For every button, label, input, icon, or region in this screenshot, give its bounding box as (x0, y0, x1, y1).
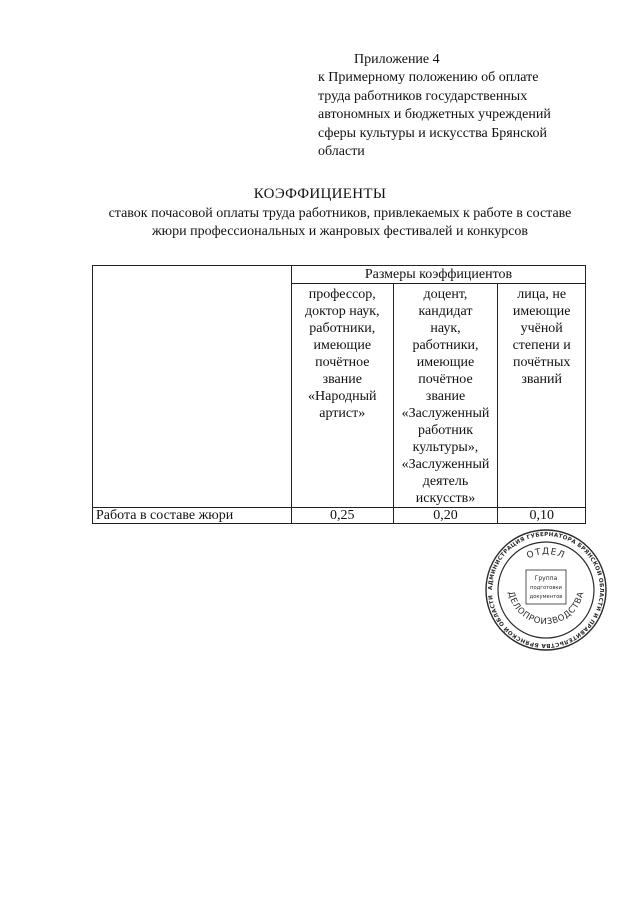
stamp-ring-text: АДМИНИСТРАЦИЯ ГУБЕРНАТОРА БРЯНСКОЙ ОБЛАСТИ И ПРАВИТЕЛЬСТВА БРЯНСКОЙ ОБЛАСТИ (487, 531, 605, 649)
stamp-center-line: подготовки (530, 585, 562, 591)
subtitle-line: жюри профессиональных и жанровых фестивалей и конкурсов (151, 224, 529, 239)
column-header-lines (394, 286, 498, 507)
column-header-line: учёной (520, 321, 563, 336)
column-header-line: кандидат (418, 304, 473, 319)
row-label: Работа в составе жюри (93, 508, 292, 524)
document-subtitle (60, 205, 620, 241)
appendix-line: к Примерному положению об оплате (318, 70, 539, 85)
column-header-docent (393, 284, 498, 508)
column-header-line: доцент, (423, 287, 468, 302)
coefficients-group-header: Размеры коэффициентов (291, 266, 585, 284)
column-header-line: работники, (309, 321, 376, 336)
column-header-lines (292, 286, 393, 422)
table-row (93, 508, 586, 524)
value-cell: 0,25 (291, 508, 393, 524)
column-header-line: работники, (412, 338, 479, 353)
column-header-lines (498, 286, 585, 388)
value-cell: 0,20 (393, 508, 498, 524)
column-header-line: «Заслуженный (401, 457, 490, 472)
column-header-line: «Заслуженный (401, 406, 490, 421)
official-stamp (484, 528, 608, 652)
column-header-line: «Народный (308, 389, 377, 404)
appendix-line: области (318, 144, 365, 159)
column-header-line: культуры», (412, 440, 479, 455)
column-header-line: наук, (430, 321, 461, 336)
column-header-line: звание (322, 372, 362, 387)
column-header-line: почётных (512, 355, 571, 370)
column-header-line: звание (425, 389, 466, 404)
column-header-line: званий (521, 372, 563, 387)
appendix-text (318, 69, 618, 162)
column-header-line: профессор, (308, 287, 376, 302)
column-header-line: работник (417, 423, 474, 438)
stamp-arc-top: ОТДЕЛ (525, 546, 567, 562)
column-header-line: искусств» (415, 491, 476, 506)
stamp-center-line: документов (529, 594, 563, 600)
appendix-line: сферы культуры и искусства Брянской (318, 125, 547, 141)
column-header-professor (291, 284, 393, 508)
subtitle-line: ставок почасовой оплаты труда работников, привлекаемых к работе в составе (108, 206, 572, 221)
value-cell: 0,10 (498, 508, 586, 524)
column-header-line: деятель (422, 474, 469, 489)
column-header-line: лица, не (517, 287, 567, 302)
column-header-line: степени и (512, 338, 571, 353)
appendix-line: труда работников государственных (318, 88, 528, 104)
column-header-line: почётное (418, 372, 473, 387)
document-title: КОЭФФИЦИЕНТЫ (253, 186, 387, 202)
stamp-center-line: Группа (534, 575, 558, 582)
stamp-arc-bottom: ДЕЛОПРОИЗВОДСТВА (505, 590, 587, 628)
category-header-cell (93, 266, 292, 508)
column-header-line: почётное (315, 355, 370, 370)
column-header-no-degree (498, 284, 586, 508)
column-header-line: имеющие (313, 338, 372, 353)
column-header-line: имеющие (512, 304, 571, 319)
column-header-line: доктор наук, (305, 304, 380, 319)
appendix-title: Приложение 4 (354, 52, 440, 67)
appendix-line: автономных и бюджетных учреждений (318, 107, 551, 122)
column-header-line: имеющие (416, 355, 475, 370)
svg-text:ОТДЕЛ (525, 547, 566, 561)
coefficients-table (92, 265, 586, 524)
column-header-line: артист» (319, 406, 366, 421)
